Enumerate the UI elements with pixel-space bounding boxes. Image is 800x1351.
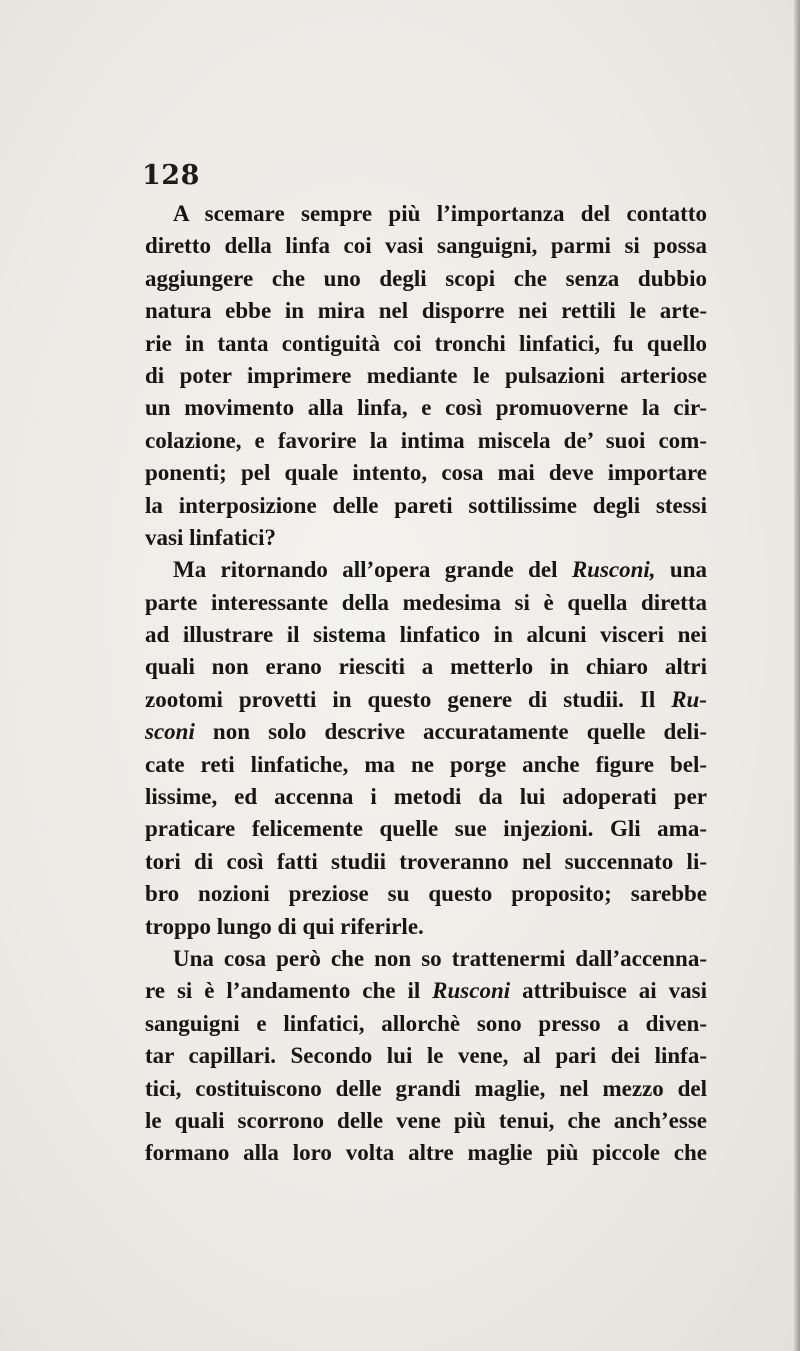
text-segment: aggiungere che uno degli scopi che senza dubbio	[145, 265, 707, 291]
text-line	[145, 1073, 707, 1105]
text-segment: A scemare sempre più l’importanza del contatto	[173, 201, 707, 226]
text-line	[145, 587, 707, 619]
italic-name: Rusconi	[432, 978, 511, 1004]
text-segment: tici, costituiscono delle grandi maglie, nel mezzo del	[145, 1075, 707, 1101]
text-line	[145, 522, 707, 554]
text-segment: cate reti linfatiche, ma ne porge anche figure bel-	[145, 751, 707, 777]
text-segment: di poter imprimere mediante le pulsazioni arteriose	[145, 362, 707, 388]
text-line	[145, 230, 707, 262]
text-segment: non solo descrive accuratamente quelle deli-	[194, 719, 707, 745]
text-line	[145, 651, 707, 683]
text-segment: Ma ritornando all’opera grande del	[173, 557, 572, 583]
text-line	[145, 425, 707, 457]
text-line	[145, 457, 707, 489]
text-segment: bro nozioni preziose su questo proposito; sarebbe	[145, 881, 707, 907]
text-line	[145, 878, 707, 910]
text-line	[145, 846, 707, 878]
text-segment: sanguigni e linfatici, allorchè sono presso a diven-	[145, 1010, 707, 1036]
italic-name: Rusconi,	[571, 557, 656, 583]
text-segment: le quali scorrono delle vene più tenui, che anch’esse	[145, 1107, 707, 1133]
text-line	[145, 781, 707, 813]
text-line	[145, 328, 707, 360]
body-text	[145, 198, 707, 1170]
text-line	[145, 198, 707, 230]
text-line	[145, 813, 707, 845]
text-line	[145, 1040, 707, 1072]
text-segment: natura ebbe in mira nel disporre nei rettili le arte-	[145, 298, 707, 324]
italic-name: sconi	[145, 719, 195, 745]
text-line	[145, 263, 707, 295]
text-line	[145, 490, 707, 522]
text-line	[145, 619, 707, 651]
text-line	[145, 392, 707, 424]
text-segment: una	[655, 557, 707, 583]
text-segment: la interposizione delle pareti sottilissime degli stessi	[145, 492, 707, 518]
text-line	[145, 1008, 707, 1040]
text-segment: Una cosa però che non so trattenermi dall’accenna-	[173, 945, 707, 971]
text-segment: colazione, e favorire la intima miscela de’ suoi com-	[145, 427, 707, 453]
text-line	[145, 943, 707, 975]
text-segment: vasi linfatici?	[145, 524, 276, 550]
text-line	[145, 360, 707, 392]
text-line	[145, 716, 707, 748]
text-segment: re si è l’andamento che il	[145, 978, 433, 1004]
text-line	[145, 554, 707, 586]
text-segment: rie in tanta contiguità coi tronchi linfatici, fu quello	[145, 330, 707, 356]
text-line	[145, 749, 707, 781]
page-number: 128	[142, 160, 200, 191]
text-line	[145, 1105, 707, 1137]
page-edge-shadow	[794, 0, 800, 1351]
text-segment: tar capillari. Secondo lui le vene, al pari dei linfa-	[145, 1043, 707, 1069]
text-segment: zootomi provetti in questo genere di studii. Il	[145, 686, 672, 712]
text-segment: formano alla loro volta altre maglie più piccole che	[145, 1140, 707, 1166]
text-segment: diretto della linfa coi vasi sanguigni, parmi si possa	[145, 233, 707, 259]
text-segment: ponenti; pel quale intento, cosa mai deve importare	[145, 460, 707, 486]
text-line	[145, 295, 707, 327]
text-line	[145, 975, 707, 1007]
text-segment: lissime, ed accenna i metodi da lui adoperati per	[145, 784, 707, 810]
text-line	[145, 1137, 707, 1169]
text-segment: praticare felicemente quelle sue injezioni. Gli ama-	[145, 816, 707, 842]
text-line	[145, 684, 707, 716]
text-segment: quali non erano riesciti a metterlo in chiaro altri	[145, 654, 707, 680]
text-segment: parte interessante della medesima si è quella diretta	[145, 589, 707, 615]
text-segment: ad illustrare il sistema linfatico in alcuni visceri nei	[145, 622, 707, 648]
text-segment: troppo lungo di qui riferirle.	[145, 913, 424, 939]
italic-name: Ru-	[671, 686, 707, 712]
text-segment: un movimento alla linfa, e così promuoverne la cir-	[145, 395, 707, 421]
text-line	[145, 911, 707, 943]
text-segment: tori di così fatti studii troveranno nel succennato li-	[145, 848, 707, 874]
text-segment: attribuisce ai vasi	[510, 978, 707, 1004]
